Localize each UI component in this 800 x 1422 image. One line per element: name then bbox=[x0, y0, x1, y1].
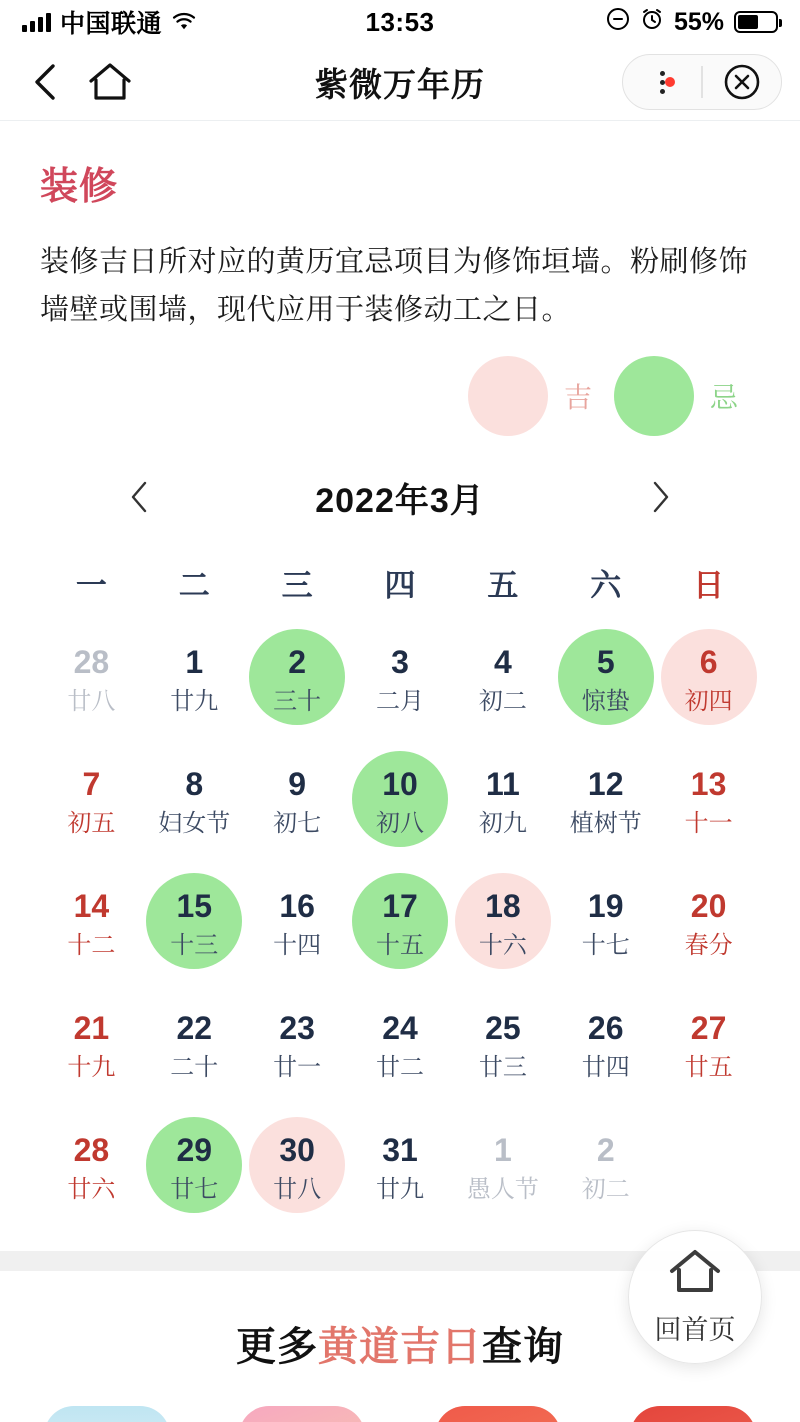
day-sublabel: 廿五 bbox=[684, 1054, 733, 1081]
day-number: 11 bbox=[485, 766, 520, 802]
weekday-label: 三 bbox=[281, 568, 313, 603]
day-sublabel: 十四 bbox=[273, 932, 322, 959]
calendar-week-row bbox=[40, 743, 760, 861]
app-icon-lion[interactable] bbox=[239, 1406, 365, 1422]
day-number: 2 bbox=[288, 644, 307, 680]
legend-swatch-yi bbox=[614, 356, 694, 436]
weekday-label: 日 bbox=[693, 568, 725, 603]
day-sublabel: 十一 bbox=[684, 810, 733, 837]
day-number: 1 bbox=[493, 1132, 512, 1168]
day-sublabel: 初五 bbox=[67, 810, 116, 837]
calendar-day-cell[interactable] bbox=[143, 621, 246, 739]
day-number: 9 bbox=[288, 766, 307, 802]
page-title: 紫微万年历 bbox=[315, 65, 485, 103]
day-number: 5 bbox=[596, 644, 615, 680]
day-number: 30 bbox=[279, 1132, 315, 1168]
weekday-label: 五 bbox=[487, 568, 519, 603]
day-sublabel: 初二 bbox=[581, 1176, 630, 1203]
status-bar-time: 13:53 bbox=[365, 6, 435, 37]
floating-home-label: 回首页 bbox=[654, 1315, 736, 1345]
calendar-day-cell[interactable] bbox=[40, 865, 143, 983]
month-label: 2022年3月 bbox=[315, 481, 485, 520]
day-number: 12 bbox=[587, 766, 624, 802]
carrier-label: 中国联通 bbox=[60, 10, 163, 38]
day-sublabel: 十七 bbox=[581, 932, 630, 959]
calendar-day-cell[interactable] bbox=[246, 987, 349, 1105]
day-sublabel: 初九 bbox=[478, 810, 527, 837]
status-bar bbox=[0, 0, 800, 44]
calendar-week-row bbox=[40, 865, 760, 983]
calendar-day-cell[interactable] bbox=[451, 743, 554, 861]
calendar-day-cell[interactable] bbox=[657, 743, 760, 861]
weekday-label: 一 bbox=[75, 568, 107, 603]
day-sublabel: 初四 bbox=[684, 688, 733, 715]
month-navigation bbox=[40, 462, 760, 532]
app-icon-redenvelope[interactable] bbox=[630, 1406, 756, 1422]
day-number: 28 bbox=[73, 1132, 110, 1168]
weekday-label: 二 bbox=[178, 568, 210, 603]
notification-dot bbox=[665, 77, 675, 87]
day-number: 2 bbox=[596, 1132, 615, 1168]
legend-swatch-ji bbox=[468, 356, 548, 436]
weekday-header bbox=[40, 548, 760, 617]
calendar-day-cell[interactable] bbox=[451, 987, 554, 1105]
day-sublabel: 植树节 bbox=[569, 810, 642, 837]
calendar-day-cell[interactable] bbox=[554, 1109, 657, 1227]
main-content bbox=[0, 155, 800, 1227]
day-number: 20 bbox=[690, 888, 727, 924]
prev-month-button[interactable] bbox=[110, 467, 170, 527]
day-number: 31 bbox=[382, 1132, 418, 1168]
day-number: 1 bbox=[185, 644, 204, 680]
calendar-day-cell[interactable] bbox=[657, 1109, 760, 1227]
day-number: 29 bbox=[176, 1132, 213, 1168]
navigation-bar bbox=[0, 44, 800, 120]
day-number: 3 bbox=[391, 644, 409, 680]
day-sublabel: 廿二 bbox=[376, 1054, 424, 1081]
day-sublabel: 廿八 bbox=[273, 1176, 322, 1203]
calendar-day-cell[interactable] bbox=[143, 865, 246, 983]
more-title-prefix: 更多 bbox=[236, 1325, 318, 1369]
calendar-day-cell[interactable] bbox=[451, 865, 554, 983]
day-sublabel: 廿六 bbox=[67, 1176, 116, 1203]
calendar-day-cell[interactable] bbox=[349, 743, 452, 861]
legend bbox=[40, 356, 760, 436]
day-number: 27 bbox=[690, 1010, 727, 1046]
calendar-day-cell[interactable] bbox=[349, 621, 452, 739]
day-sublabel: 廿四 bbox=[581, 1054, 630, 1081]
calendar-day-cell[interactable] bbox=[349, 1109, 452, 1227]
day-sublabel: 廿七 bbox=[170, 1176, 219, 1203]
nav-actions-group bbox=[622, 54, 782, 110]
calendar-day-cell[interactable] bbox=[554, 621, 657, 739]
weekday-label: 四 bbox=[384, 568, 416, 603]
calendar-day-cell[interactable] bbox=[246, 1109, 349, 1227]
day-sublabel: 十二 bbox=[67, 932, 116, 959]
battery-icon bbox=[734, 11, 778, 33]
calendar-day-cell[interactable] bbox=[143, 743, 246, 861]
more-title-suffix: 查询 bbox=[482, 1325, 564, 1369]
next-month-button[interactable] bbox=[630, 467, 690, 527]
calendar-day-cell[interactable] bbox=[246, 621, 349, 739]
day-sublabel: 十三 bbox=[170, 932, 219, 959]
day-sublabel: 十九 bbox=[67, 1054, 116, 1081]
section-title: 装修 bbox=[40, 166, 119, 208]
legend-item-yi bbox=[614, 356, 760, 436]
battery-percent-label: 55% bbox=[673, 7, 724, 36]
day-number: 22 bbox=[176, 1010, 213, 1046]
legend-label-ji: 吉 bbox=[563, 382, 592, 413]
section-description: 装修吉日所对应的黄历宜忌项目为修饰垣墙。粉刷修饰墙壁或围墙，现代应用于装修动工之日。 bbox=[40, 246, 749, 326]
day-sublabel: 二月 bbox=[376, 688, 424, 715]
day-sublabel: 十六 bbox=[478, 932, 527, 959]
day-number: 19 bbox=[587, 888, 624, 924]
calendar-day-cell[interactable] bbox=[40, 1109, 143, 1227]
calendar-day-cell[interactable] bbox=[246, 743, 349, 861]
day-sublabel: 愚人节 bbox=[466, 1176, 539, 1203]
day-number: 6 bbox=[699, 644, 718, 680]
day-number: 15 bbox=[176, 888, 213, 924]
alarm-icon bbox=[640, 7, 664, 38]
day-sublabel: 初七 bbox=[273, 810, 322, 837]
day-number: 10 bbox=[382, 766, 418, 802]
more-vertical-icon[interactable] bbox=[623, 71, 701, 94]
app-icon-books[interactable] bbox=[435, 1406, 561, 1422]
day-sublabel: 二十 bbox=[170, 1054, 219, 1081]
calendar-day-cell[interactable] bbox=[246, 865, 349, 983]
calendar-day-cell[interactable] bbox=[143, 987, 246, 1105]
calendar-day-cell[interactable] bbox=[40, 743, 143, 861]
day-sublabel: 十五 bbox=[376, 932, 424, 959]
calendar-day-cell[interactable] bbox=[554, 743, 657, 861]
calendar-day-cell[interactable] bbox=[451, 1109, 554, 1227]
calendar-day-cell[interactable] bbox=[40, 621, 143, 739]
calendar-week-row bbox=[40, 987, 760, 1105]
day-sublabel: 三十 bbox=[273, 688, 322, 715]
close-circle-icon[interactable] bbox=[703, 62, 781, 102]
calendar-day-cell[interactable] bbox=[349, 987, 452, 1105]
day-number: 8 bbox=[185, 766, 204, 802]
home-icon bbox=[667, 1247, 723, 1304]
floating-home-button[interactable] bbox=[628, 1230, 762, 1364]
day-number: 18 bbox=[485, 888, 521, 924]
day-sublabel: 廿三 bbox=[478, 1054, 527, 1081]
calendar-day-cell[interactable] bbox=[657, 865, 760, 983]
day-sublabel: 初二 bbox=[478, 688, 527, 715]
header-divider bbox=[0, 120, 800, 121]
day-sublabel: 廿九 bbox=[376, 1176, 424, 1203]
day-number: 13 bbox=[690, 766, 727, 802]
day-sublabel: 初八 bbox=[376, 810, 424, 837]
day-sublabel: 惊蛰 bbox=[581, 688, 630, 715]
day-sublabel: 廿一 bbox=[273, 1054, 322, 1081]
calendar-day-cell[interactable] bbox=[657, 987, 760, 1105]
day-number: 17 bbox=[382, 888, 418, 924]
day-number: 14 bbox=[73, 888, 110, 924]
weekday-label: 六 bbox=[590, 568, 622, 603]
day-number: 23 bbox=[279, 1010, 315, 1046]
do-not-disturb-icon bbox=[606, 7, 630, 38]
legend-item-ji bbox=[468, 356, 614, 436]
calendar-day-cell[interactable] bbox=[349, 865, 452, 983]
status-bar-right bbox=[606, 7, 778, 38]
calendar-week-row bbox=[40, 1109, 760, 1227]
calendar-day-cell[interactable] bbox=[451, 621, 554, 739]
calendar-grid bbox=[40, 621, 760, 1227]
day-number: 21 bbox=[73, 1010, 110, 1046]
day-sublabel: 廿九 bbox=[170, 688, 219, 715]
calendar-day-cell[interactable] bbox=[554, 987, 657, 1105]
legend-label-yi: 忌 bbox=[709, 382, 738, 413]
day-number: 26 bbox=[587, 1010, 624, 1046]
day-number: 4 bbox=[493, 644, 512, 680]
app-shortcut-row bbox=[0, 1406, 800, 1422]
day-number: 16 bbox=[279, 888, 315, 924]
day-number: 28 bbox=[73, 644, 110, 680]
calendar-day-cell[interactable] bbox=[657, 621, 760, 739]
calendar-day-cell[interactable] bbox=[554, 865, 657, 983]
calendar-day-cell[interactable] bbox=[40, 987, 143, 1105]
day-number: 24 bbox=[382, 1010, 418, 1046]
day-sublabel: 春分 bbox=[684, 932, 733, 959]
calendar-week-row bbox=[40, 621, 760, 739]
calendar-day-cell[interactable] bbox=[143, 1109, 246, 1227]
app-icon-temple[interactable] bbox=[44, 1406, 170, 1422]
more-title-highlight: 黄道吉日 bbox=[318, 1325, 482, 1369]
day-sublabel: 妇女节 bbox=[158, 810, 231, 837]
day-number: 25 bbox=[485, 1010, 521, 1046]
day-sublabel: 廿八 bbox=[67, 688, 116, 715]
day-number: 7 bbox=[82, 766, 101, 802]
